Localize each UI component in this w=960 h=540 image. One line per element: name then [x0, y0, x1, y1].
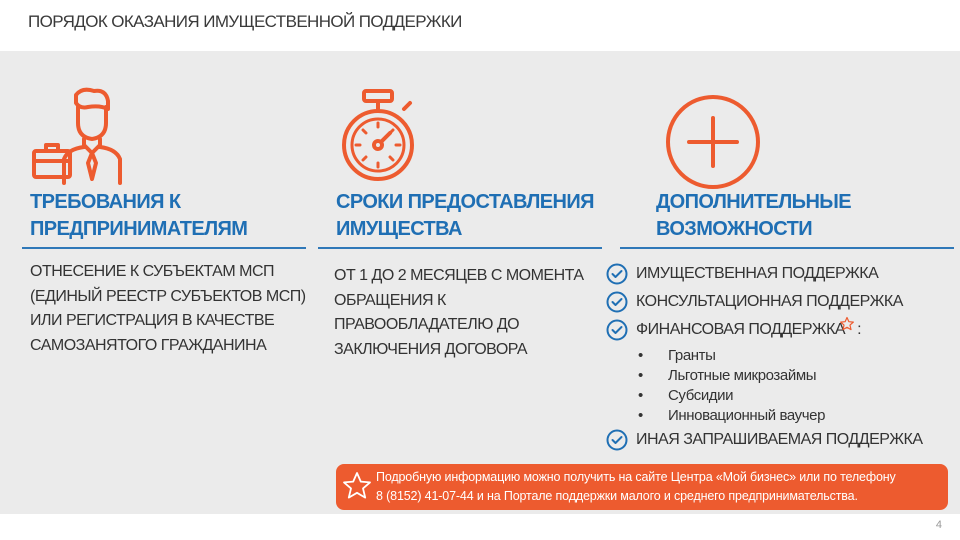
content-panel	[0, 51, 960, 514]
info-notice	[336, 464, 948, 510]
check-circle-icon	[606, 263, 628, 285]
list-item: КОНСУЛЬТАЦИОННАЯ ПОДДЕРЖКА	[606, 291, 903, 313]
plus-circle-icon	[664, 93, 762, 191]
heading-opportunities: ДОПОЛНИТЕЛЬНЫЕ ВОЗМОЖНОСТИ	[656, 191, 852, 240]
stopwatch-icon	[336, 87, 420, 187]
check-circle-icon	[606, 319, 628, 341]
list-item: • Гранты	[638, 346, 825, 366]
page-number: 4	[935, 519, 942, 531]
list-item: • Инновационный ваучер	[638, 406, 825, 426]
check-circle-icon	[606, 429, 628, 451]
star-outline-icon	[839, 316, 855, 332]
heading-underline	[620, 247, 954, 249]
check-circle-icon	[606, 291, 628, 313]
list-item: ИНАЯ ЗАПРАШИВАЕМАЯ ПОДДЕРЖКА	[606, 429, 923, 451]
list-item: • Льготные микрозаймы	[638, 366, 825, 386]
slide-title: ПОРЯДОК ОКАЗАНИЯ ИМУЩЕСТВЕННОЙ ПОДДЕРЖКИ	[28, 12, 462, 31]
heading-terms: СРОКИ ПРЕДОСТАВЛЕНИЯ ИМУЩЕСТВА	[336, 191, 594, 240]
list-item: ФИНАНСОВАЯ ПОДДЕРЖКА :	[606, 319, 861, 341]
list-item: ИМУЩЕСТВЕННАЯ ПОДДЕРЖКА	[606, 263, 878, 285]
heading-underline	[22, 247, 306, 249]
heading-underline	[318, 247, 602, 249]
requirements-text: ОТНЕСЕНИЕ К СУБЪЕКТАМ МСП (ЕДИНЫЙ РЕЕСТР СУБЪЕКТОВ МСП) ИЛИ РЕГИСТРАЦИЯ В КАЧЕСТВЕ САМОЗАНЯТОГО ГРАЖДАНИНА	[30, 263, 306, 354]
list-item: • Субсидии	[638, 386, 825, 406]
businessman-icon	[30, 87, 130, 187]
notice-text: Подробную информацию можно получить на сайте Центра «Мой бизнес» или по телефону 8 (8152) 41-07-44 и на Портале поддержки малого и среднего предпринимательства.	[376, 470, 896, 503]
finance-bullet-list	[638, 346, 825, 426]
terms-text: ОТ 1 ДО 2 МЕСЯЦЕВ С МОМЕНТА ОБРАЩЕНИЯ К ПРАВООБЛАДАТЕЛЮ ДО ЗАКЛЮЧЕНИЯ ДОГОВОРА	[334, 267, 584, 358]
star-icon	[342, 471, 372, 501]
heading-requirements: ТРЕБОВАНИЯ К ПРЕДПРИНИМАТЕЛЯМ	[30, 191, 248, 240]
